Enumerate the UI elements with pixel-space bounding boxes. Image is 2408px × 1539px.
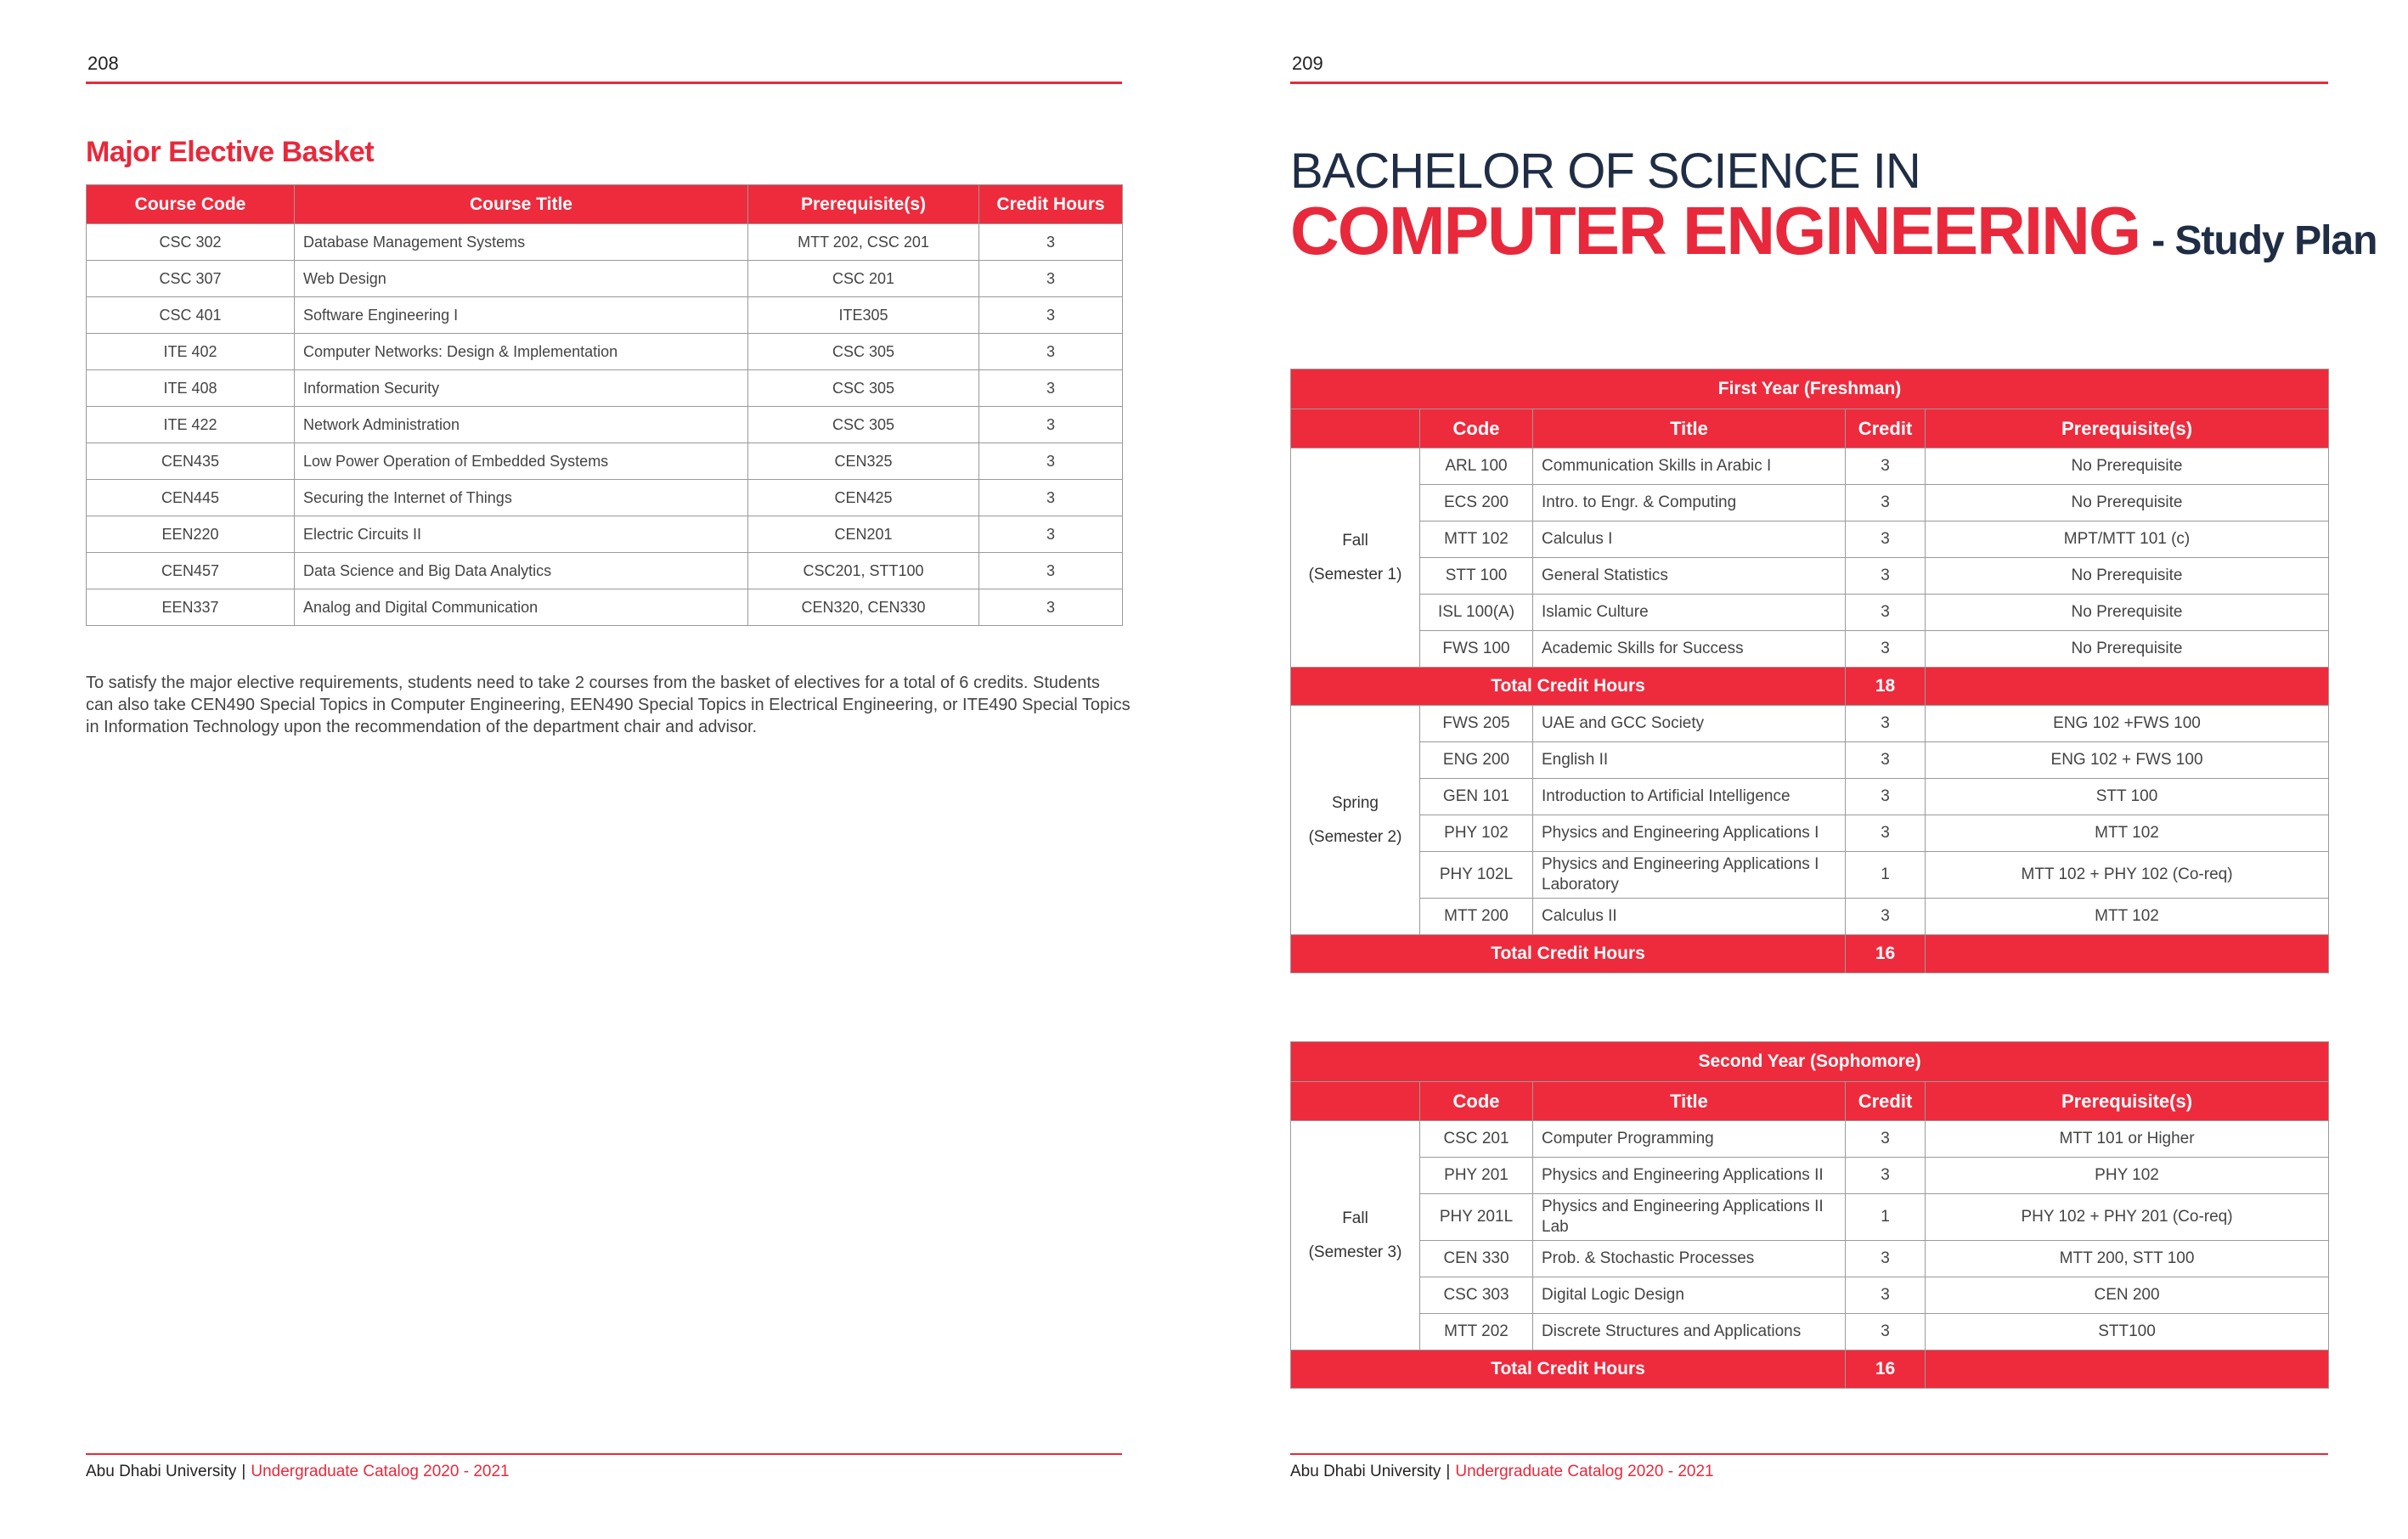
course-code-cell: CSC 401: [87, 297, 295, 334]
course-row: [1291, 706, 2329, 742]
header-blank: [1291, 1082, 1420, 1121]
title-program: [1290, 192, 2377, 270]
total-blank: [1926, 935, 2329, 973]
course-credit: 3: [1846, 631, 1926, 668]
course-code: PHY 102: [1420, 815, 1533, 852]
course-title: UAE and GCC Society: [1533, 706, 1846, 742]
credit-hours-cell: 3: [979, 261, 1123, 297]
table-row: [87, 516, 1123, 553]
course-title: Physics and Engineering Applications I Laboratory: [1533, 852, 1846, 899]
footer-university: Abu Dhabi University: [86, 1463, 237, 1480]
footer: [86, 1463, 510, 1481]
column-header: Title: [1533, 409, 1846, 448]
course-code-cell: EEN220: [87, 516, 295, 553]
table-row: [87, 443, 1123, 480]
prerequisite-cell: CSC201, STT100: [748, 553, 979, 589]
course-row: [1291, 899, 2329, 935]
course-prerequisite: No Prerequisite: [1926, 448, 2329, 485]
column-header: Course Code: [87, 185, 295, 224]
total-credits: 16: [1846, 1350, 1926, 1389]
course-prerequisite: STT 100: [1926, 779, 2329, 815]
prerequisite-cell: CSC 201: [748, 261, 979, 297]
course-code: PHY 201: [1420, 1158, 1533, 1194]
course-prerequisite: ENG 102 +FWS 100: [1926, 706, 2329, 742]
table-row: [87, 407, 1123, 443]
course-row: [1291, 448, 2329, 485]
course-prerequisite: PHY 102 + PHY 201 (Co-req): [1926, 1194, 2329, 1241]
course-code: ISL 100(A): [1420, 595, 1533, 631]
credit-hours-cell: 3: [979, 224, 1123, 261]
credit-hours-cell: 3: [979, 407, 1123, 443]
course-code: STT 100: [1420, 558, 1533, 595]
course-row: [1291, 521, 2329, 558]
course-credit: 3: [1846, 485, 1926, 521]
course-credit: 3: [1846, 595, 1926, 631]
course-title: Intro. to Engr. & Computing: [1533, 485, 1846, 521]
title-subtitle: - Study Plan: [2151, 218, 2377, 263]
course-code: CSC 303: [1420, 1277, 1533, 1314]
course-title: General Statistics: [1533, 558, 1846, 595]
header-blank: [1291, 409, 1420, 448]
semester-cell: [1291, 706, 1420, 935]
elective-basket-table: [86, 184, 1123, 626]
course-title: Calculus I: [1533, 521, 1846, 558]
course-code: GEN 101: [1420, 779, 1533, 815]
header-rule: [1290, 82, 2328, 84]
column-header: Credit: [1846, 409, 1926, 448]
total-blank: [1926, 1350, 2329, 1389]
course-code-cell: ITE 422: [87, 407, 295, 443]
course-credit: 3: [1846, 899, 1926, 935]
course-credit: 3: [1846, 1314, 1926, 1350]
course-code: ENG 200: [1420, 742, 1533, 779]
course-title: English II: [1533, 742, 1846, 779]
course-code: PHY 201L: [1420, 1194, 1533, 1241]
credit-hours-cell: 3: [979, 553, 1123, 589]
course-prerequisite: PHY 102: [1926, 1158, 2329, 1194]
credit-hours-cell: 3: [979, 480, 1123, 516]
credit-hours-cell: 3: [979, 370, 1123, 407]
course-credit: 1: [1846, 1194, 1926, 1241]
course-title-cell: Network Administration: [295, 407, 748, 443]
table-header-row: [87, 185, 1123, 224]
course-code: CSC 201: [1420, 1121, 1533, 1158]
course-prerequisite: CEN 200: [1926, 1277, 2329, 1314]
section-heading: Major Elective Basket: [86, 136, 375, 168]
course-code: ARL 100: [1420, 448, 1533, 485]
plan-header-row: [1291, 1082, 2329, 1121]
course-credit: 3: [1846, 1277, 1926, 1314]
course-row: [1291, 742, 2329, 779]
course-credit: 3: [1846, 815, 1926, 852]
total-credits: 18: [1846, 668, 1926, 706]
course-code-cell: CEN445: [87, 480, 295, 516]
semester-label: (Semester 3): [1308, 1243, 1402, 1261]
column-header: Title: [1533, 1082, 1846, 1121]
footer-rule: [1290, 1453, 2328, 1455]
semester-label: (Semester 1): [1308, 565, 1402, 583]
prerequisite-cell: CSC 305: [748, 370, 979, 407]
course-credit: 3: [1846, 742, 1926, 779]
course-title: Digital Logic Design: [1533, 1277, 1846, 1314]
course-title-cell: Information Security: [295, 370, 748, 407]
course-row: [1291, 595, 2329, 631]
prerequisite-cell: CEN325: [748, 443, 979, 480]
course-row: [1291, 1158, 2329, 1194]
column-header: Prerequisite(s): [1926, 409, 2329, 448]
course-prerequisite: MPT/MTT 101 (c): [1926, 521, 2329, 558]
prerequisite-cell: CSC 305: [748, 334, 979, 370]
prerequisite-cell: MTT 202, CSC 201: [748, 224, 979, 261]
table-row: [87, 334, 1123, 370]
footer-separator: |: [1446, 1463, 1451, 1480]
table-row: [87, 589, 1123, 626]
page-number: 208: [87, 53, 119, 74]
course-title: Computer Programming: [1533, 1121, 1846, 1158]
course-prerequisite: No Prerequisite: [1926, 485, 2329, 521]
course-prerequisite: No Prerequisite: [1926, 558, 2329, 595]
course-row: [1291, 852, 2329, 899]
total-label: Total Credit Hours: [1291, 668, 1846, 706]
course-title-cell: Analog and Digital Communication: [295, 589, 748, 626]
column-header: Code: [1420, 1082, 1533, 1121]
course-credit: 3: [1846, 558, 1926, 595]
course-prerequisite: No Prerequisite: [1926, 631, 2329, 668]
course-code: MTT 102: [1420, 521, 1533, 558]
course-code: CEN 330: [1420, 1241, 1533, 1277]
prerequisite-cell: CSC 305: [748, 407, 979, 443]
study-plan-year-1: [1290, 369, 2329, 973]
total-row: [1291, 1350, 2329, 1389]
total-blank: [1926, 668, 2329, 706]
table-row: [87, 297, 1123, 334]
course-title-cell: Software Engineering I: [295, 297, 748, 334]
elective-note: To satisfy the major elective requirements, students need to take 2 courses from the basket of electives for a total of 6 credits. Students can also take CEN490 Special Topics in Computer Engineering, EEN490 Special Topics in Electrical Engineering, or ITE490 Special Topics in Information Technology upon the recommendation of the department chair and advisor.: [86, 674, 1131, 736]
semester-season: Fall: [1342, 531, 1368, 550]
year-heading: First Year (Freshman): [1291, 369, 2329, 409]
column-header: Code: [1420, 409, 1533, 448]
course-code: FWS 100: [1420, 631, 1533, 668]
course-title: Discrete Structures and Applications: [1533, 1314, 1846, 1350]
course-title: Prob. & Stochastic Processes: [1533, 1241, 1846, 1277]
course-row: [1291, 1194, 2329, 1241]
course-credit: 3: [1846, 706, 1926, 742]
year-heading: Second Year (Sophomore): [1291, 1042, 2329, 1082]
course-prerequisite: MTT 101 or Higher: [1926, 1121, 2329, 1158]
course-row: [1291, 1277, 2329, 1314]
course-code: ECS 200: [1420, 485, 1533, 521]
course-title: Islamic Culture: [1533, 595, 1846, 631]
title-major: COMPUTER ENGINEERING: [1290, 193, 2140, 268]
course-row: [1291, 1121, 2329, 1158]
course-title: Physics and Engineering Applications II Lab: [1533, 1194, 1846, 1241]
course-title-cell: Securing the Internet of Things: [295, 480, 748, 516]
course-title: Physics and Engineering Applications I: [1533, 815, 1846, 852]
course-credit: 3: [1846, 521, 1926, 558]
course-row: [1291, 779, 2329, 815]
course-prerequisite: MTT 200, STT 100: [1926, 1241, 2329, 1277]
prerequisite-cell: CEN320, CEN330: [748, 589, 979, 626]
page-number: 209: [1292, 53, 1323, 74]
footer-rule: [86, 1453, 1122, 1455]
course-prerequisite: No Prerequisite: [1926, 595, 2329, 631]
total-row: [1291, 935, 2329, 973]
course-code: FWS 205: [1420, 706, 1533, 742]
course-title: Physics and Engineering Applications II: [1533, 1158, 1846, 1194]
course-code-cell: ITE 402: [87, 334, 295, 370]
total-credits: 16: [1846, 935, 1926, 973]
course-code-cell: CEN457: [87, 553, 295, 589]
right-page: [1204, 0, 2408, 1539]
course-title-cell: Low Power Operation of Embedded Systems: [295, 443, 748, 480]
footer-university: Abu Dhabi University: [1290, 1463, 1441, 1480]
prerequisite-cell: CEN425: [748, 480, 979, 516]
course-title: Communication Skills in Arabic I: [1533, 448, 1846, 485]
course-row: [1291, 1241, 2329, 1277]
course-prerequisite: ENG 102 + FWS 100: [1926, 742, 2329, 779]
course-code-cell: CSC 307: [87, 261, 295, 297]
course-prerequisite: MTT 102: [1926, 815, 2329, 852]
table-row: [87, 370, 1123, 407]
table-row: [87, 224, 1123, 261]
course-code-cell: EEN337: [87, 589, 295, 626]
course-row: [1291, 631, 2329, 668]
footer-separator: |: [241, 1463, 246, 1480]
course-title: Calculus II: [1533, 899, 1846, 935]
course-code-cell: CSC 302: [87, 224, 295, 261]
course-title: Academic Skills for Success: [1533, 631, 1846, 668]
semester-season: Fall: [1342, 1209, 1368, 1227]
course-title: Introduction to Artificial Intelligence: [1533, 779, 1846, 815]
course-credit: 3: [1846, 1121, 1926, 1158]
column-header: Course Title: [295, 185, 748, 224]
course-code: PHY 102L: [1420, 852, 1533, 899]
total-label: Total Credit Hours: [1291, 1350, 1846, 1389]
credit-hours-cell: 3: [979, 589, 1123, 626]
credit-hours-cell: 3: [979, 297, 1123, 334]
course-prerequisite: MTT 102: [1926, 899, 2329, 935]
column-header: Prerequisite(s): [1926, 1082, 2329, 1121]
footer: [1290, 1463, 1714, 1481]
table-row: [87, 553, 1123, 589]
course-row: [1291, 558, 2329, 595]
course-credit: 3: [1846, 1241, 1926, 1277]
study-plan-year-2: [1290, 1041, 2329, 1389]
course-title-cell: Electric Circuits II: [295, 516, 748, 553]
course-row: [1291, 485, 2329, 521]
footer-catalog: Undergraduate Catalog 2020 - 2021: [1455, 1463, 1714, 1480]
course-credit: 3: [1846, 448, 1926, 485]
table-row: [87, 480, 1123, 516]
course-row: [1291, 815, 2329, 852]
column-header: Credit: [1846, 1082, 1926, 1121]
footer-catalog: Undergraduate Catalog 2020 - 2021: [251, 1463, 510, 1480]
course-credit: 3: [1846, 779, 1926, 815]
table-row: [87, 261, 1123, 297]
course-prerequisite: MTT 102 + PHY 102 (Co-req): [1926, 852, 2329, 899]
credit-hours-cell: 3: [979, 443, 1123, 480]
course-title-cell: Data Science and Big Data Analytics: [295, 553, 748, 589]
credit-hours-cell: 3: [979, 334, 1123, 370]
credit-hours-cell: 3: [979, 516, 1123, 553]
semester-label: (Semester 2): [1308, 827, 1402, 846]
course-code-cell: ITE 408: [87, 370, 295, 407]
course-code-cell: CEN435: [87, 443, 295, 480]
course-credit: 1: [1846, 852, 1926, 899]
total-row: [1291, 668, 2329, 706]
course-credit: 3: [1846, 1158, 1926, 1194]
course-row: [1291, 1314, 2329, 1350]
prerequisite-cell: ITE305: [748, 297, 979, 334]
semester-cell: [1291, 1121, 1420, 1350]
course-prerequisite: STT100: [1926, 1314, 2329, 1350]
course-title-cell: Web Design: [295, 261, 748, 297]
total-label: Total Credit Hours: [1291, 935, 1846, 973]
column-header: Credit Hours: [979, 185, 1123, 224]
course-title-cell: Computer Networks: Design & Implementation: [295, 334, 748, 370]
course-code: MTT 200: [1420, 899, 1533, 935]
semester-cell: [1291, 448, 1420, 668]
plan-header-row: [1291, 409, 2329, 448]
semester-season: Spring: [1332, 793, 1379, 812]
prerequisite-cell: CEN201: [748, 516, 979, 553]
course-title-cell: Database Management Systems: [295, 224, 748, 261]
header-rule: [86, 82, 1122, 84]
course-code: MTT 202: [1420, 1314, 1533, 1350]
title-degree: BACHELOR OF SCIENCE IN: [1290, 144, 1920, 199]
column-header: Prerequisite(s): [748, 185, 979, 224]
